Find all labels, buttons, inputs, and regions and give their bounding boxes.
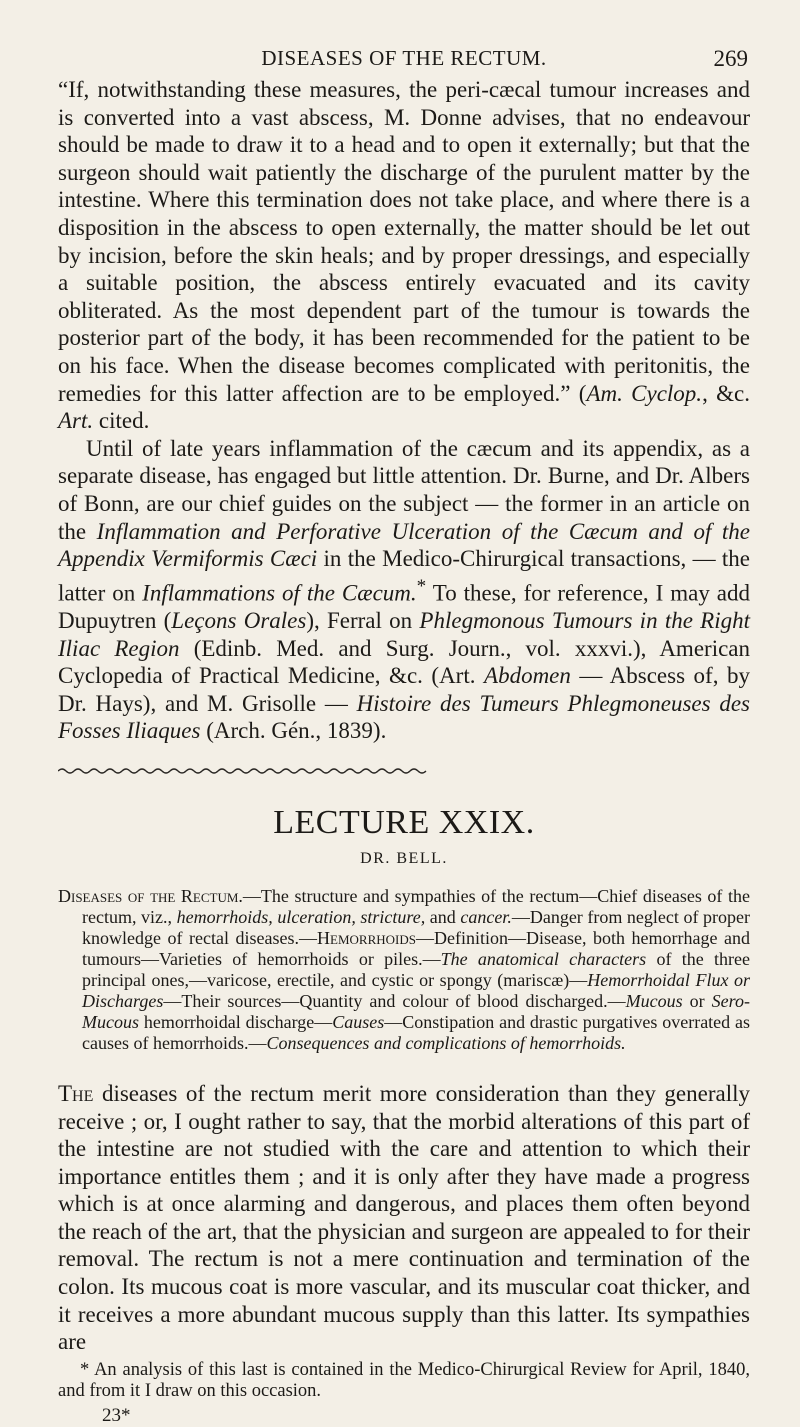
footnote-marker: * — [416, 575, 427, 597]
footnote-text: An analysis of this last is contained in the Medico-Chirurgical Review for April, 1840, and from it I draw on this occasion. — [58, 1359, 750, 1402]
summary-italic-4: Hemorrhoidal Flux or Discharges — [82, 969, 750, 1011]
refs-text-5: (Edinb. Med. and Surg. Journ., vol. xxxvi.), American Cyclopedia of Practical Medicine, &c. (Art. — [58, 635, 750, 689]
refs-title-grisolle: Histoire des Tumeurs Phlegmoneuses des Fosses Iliaques — [58, 690, 750, 744]
summary-italic-5: Mucous — [625, 990, 683, 1011]
lecturer-name: DR. BELL. — [360, 849, 448, 867]
main-text: diseases of the rectum merit more consideration than they generally receive ; or, I ought rather to say, that the morbid alterations of this part of the intestine are not studied with the care and attention to which their importance entitles them ; and it is only after they have made a progress which is at once alarming and dangerous, and places them often beyond the reach of the art, that the physician and surgeon are appealed to for their removal. The rectum is not a mere continuation and termination of the colon. Its mucous coat is more vascular, and its muscular coat thicker, and it receives a more abundant mucous supply than this latter. Its sympathies are — [58, 1080, 750, 1355]
refs-title-burne: Inflammation and Perforative Ulceration of the Cæcum and of the Appendix Vermiformis Cæci — [58, 518, 751, 572]
summary-text-6: —Their sources—Quantity and colour of blood discharged.— — [163, 990, 626, 1011]
summary-text-3: —Danger from neglect of proper knowledge of rectal diseases.— — [82, 906, 750, 948]
refs-text-6: — Abscess of, by Dr. Hays), and M. Grisolle — — [58, 663, 750, 716]
summary-italic-6: Sero-Mucous — [82, 990, 750, 1032]
summary-italic-7: Causes — [332, 1011, 385, 1032]
footnote — [58, 1360, 750, 1403]
summary-italic-3: The anatomical characters — [440, 948, 647, 969]
refs-title-albers: Inflammations of the Cæcum. — [142, 580, 417, 606]
refs-title-ferral: Phlegmonous Tumours in the Right Iliac Region — [58, 607, 751, 661]
summary-text-1: —The structure and sympathies of the rectum—Chief diseases of the rectum, viz., — [82, 885, 750, 927]
main-opening-word: The — [58, 1080, 94, 1106]
footnote-mark: * — [80, 1359, 95, 1380]
summary-text-5: of the three principal ones,—varicose, erectile, and cystic or spongy (mariscæ)— — [82, 948, 750, 990]
summary-italic-8: Consequences and complications of hemorrhoids. — [266, 1032, 626, 1053]
refs-text-2: in the Medico-Chirurgical transactions, — the latter on — [58, 546, 750, 606]
summary-italic-1: hemorrhoids, ulceration, stricture, — [176, 906, 426, 927]
lecture-summary — [58, 886, 750, 1054]
summary-hemorrhoids: Hemorrhoids — [317, 927, 416, 948]
summary-italic-2: cancer. — [460, 906, 512, 927]
signature-mark: 23* — [102, 1404, 131, 1426]
refs-text-7: (Arch. Gén., 1839). — [200, 718, 387, 744]
quote-paragraph — [58, 76, 750, 435]
refs-text-1: Until of late years inflammation of the cæcum and its appendix, as a separate disease, has engaged but little attention. Dr. Burne, and Dr. Albers of Bonn, are our chief guides on the subject — the former in an article on the — [58, 435, 750, 544]
summary-text-9: —Constipation and drastic purgatives overrated as causes of hemorrhoids.— — [82, 1011, 750, 1053]
refs-title-dupuytren: Leçons Orales — [171, 607, 307, 633]
references-paragraph — [58, 435, 750, 745]
running-title: DISEASES OF THE RECTUM. — [261, 46, 547, 70]
wavy-divider — [58, 767, 428, 775]
summary-text-8: hemorrhoidal discharge— — [139, 1011, 333, 1032]
running-head — [58, 46, 750, 76]
summary-text-4: —Definition—Disease, both hemorrhage and tumours—Varieties of hemorrhoids or piles.— — [82, 927, 750, 969]
citation-cited: cited. — [93, 408, 150, 434]
page-number: 269 — [713, 46, 748, 71]
lecture-title: LECTURE XXIX. — [273, 803, 535, 841]
citation-rest: , &c. — [702, 380, 750, 406]
main-paragraph — [58, 1080, 750, 1356]
summary-lead: Diseases of the Rectum. — [58, 885, 243, 906]
quote-text: “If, notwithstanding these measures, the peri-cæcal tumour increases and is converted into a vast abscess, M. Donne advises, that no endeavour should be made to draw it to a head and to open it externally; but that the surgeon should wait patiently the discharge of the purulent matter by the intestine. Where this termination does not take place, and where there is a disposition in the abscess to open externally, the matter should be let out by incision, before the skin heals; and by proper dressings, and especially a suitable position, the abscess entirely evacuated and its cavity obliterated. As the most dependent part of the tumour is towards the posterior part of the body, it has been recommended for the patient to be on his face. When the disease becomes complicated with peritonitis, the remedies for this latter affection are to be employed.” ( — [58, 77, 750, 406]
citation-title: Am. Cyclop. — [586, 380, 703, 406]
refs-text-3: To these, for reference, I may add Dupuytren ( — [58, 580, 750, 633]
refs-title-abdomen: Abdomen — [484, 663, 571, 689]
summary-text-2: and — [425, 906, 461, 927]
summary-text-7: or — [682, 990, 712, 1011]
citation-art: Art. — [58, 408, 94, 434]
refs-text-4: ), Ferral on — [306, 607, 420, 633]
